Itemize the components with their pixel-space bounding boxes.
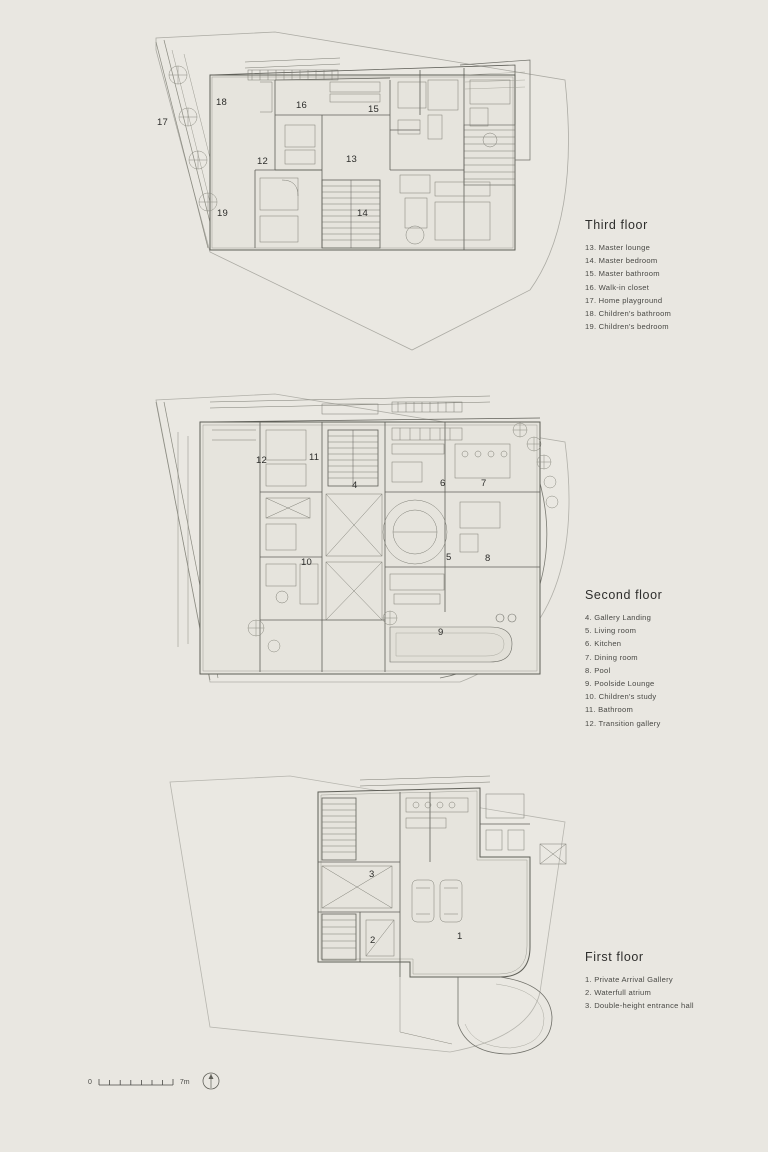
room-number: 16 — [296, 100, 307, 111]
room-number: 8 — [485, 553, 491, 564]
room-number: 13 — [346, 154, 357, 165]
room-number: 6 — [440, 478, 446, 489]
legend-item: 14. Master bedroom — [585, 256, 658, 266]
legend-title: First floor — [585, 950, 644, 964]
legend-item: 15. Master bathroom — [585, 269, 660, 279]
scale-end-label: 7m — [179, 1078, 190, 1086]
room-number: 7 — [481, 478, 487, 489]
legend-item: 3. Double-height entrance hall — [585, 1001, 694, 1011]
legend-item: 19. Children's bedroom — [585, 322, 669, 332]
room-number: 12 — [257, 156, 268, 167]
legend-title: Second floor — [585, 588, 663, 602]
room-number: 15 — [368, 104, 379, 115]
legend-item: 8. Pool — [585, 665, 611, 675]
room-number: 10 — [301, 557, 312, 568]
scale-bar — [88, 1076, 190, 1088]
room-number: 12 — [256, 455, 267, 466]
legend-item: 6. Kitchen — [585, 639, 622, 649]
room-number: 9 — [438, 627, 444, 638]
legend-list — [585, 973, 765, 1013]
second-floor-svg — [60, 382, 580, 752]
legend-item: 10. Children's study — [585, 692, 657, 702]
room-number: 4 — [352, 480, 358, 491]
floor-plan-first — [0, 762, 768, 1072]
room-number: 1 — [457, 931, 463, 942]
legend-item: 5. Living room — [585, 626, 637, 636]
floor-plan-third — [0, 20, 768, 375]
legend-third-floor — [585, 218, 765, 333]
legend-item: 4. Gallery Landing — [585, 613, 652, 622]
plan-drawing-second — [60, 382, 580, 752]
room-number: 5 — [446, 552, 452, 563]
room-number: 18 — [216, 97, 227, 108]
third-floor-svg — [60, 20, 580, 375]
legend-item: 9. Poolside Lounge — [585, 679, 655, 689]
legend-first-floor — [585, 950, 765, 1013]
legend-item: 12. Transition gallery — [585, 718, 661, 728]
plan-drawing-third — [60, 20, 580, 375]
legend-second-floor — [585, 588, 765, 730]
room-number: 19 — [217, 208, 228, 219]
scale-start-label: 0 — [88, 1078, 92, 1086]
legend-list — [585, 611, 765, 730]
room-number: 14 — [357, 208, 368, 219]
legend-list — [585, 241, 765, 333]
plan-drawing-first — [60, 762, 580, 1072]
legend-item: 11. Bathroom — [585, 705, 634, 715]
room-number: 17 — [157, 117, 168, 128]
legend-item: 2. Waterfull atrium — [585, 988, 652, 998]
legend-item: 18. Children's bathroom — [585, 309, 672, 319]
floor-plan-second — [0, 382, 768, 752]
legend-item: 17. Home playground — [585, 295, 663, 305]
north-arrow-icon — [200, 1070, 222, 1097]
room-number: 11 — [309, 452, 320, 463]
legend-item: 13. Master lounge — [585, 243, 651, 252]
first-floor-svg — [60, 762, 580, 1072]
room-number: 3 — [369, 869, 375, 880]
legend-item: 16. Walk-in closet — [585, 282, 650, 292]
legend-item: 7. Dining room — [585, 652, 638, 662]
legend-title: Third floor — [585, 218, 648, 232]
legend-item: 1. Private Arrival Gallery — [585, 975, 673, 984]
room-number: 2 — [370, 935, 376, 946]
scale-ticks-icon — [97, 1076, 175, 1088]
